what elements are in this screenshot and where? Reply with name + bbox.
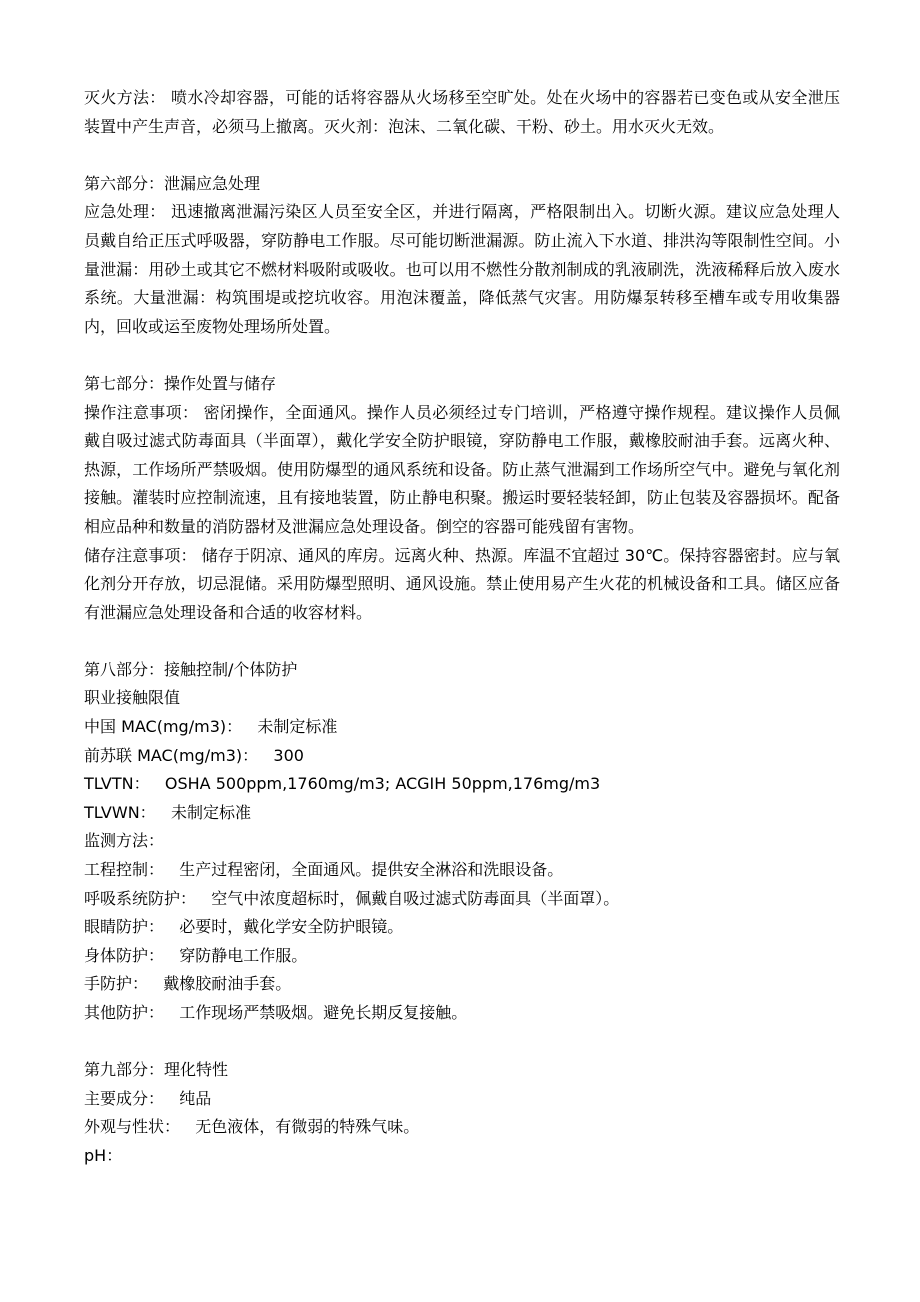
field-label: 职业接触限值 [84,688,181,708]
document-page [84,84,840,1171]
field-label: 身体防护： [84,945,165,965]
operation-precautions-paragraph: 操作注意事项： 密闭操作，全面通风。操作人员必须经过专门培训，严格遵守操作规程。建议操作人员佩戴自吸过滤式防毒面具（半面罩），戴化学安全防护眼镜，穿防静电工作服，戴橡胶耐油手套。远离火种、热源，工作场所严禁吸烟。使用防爆型的通风系统和设备。防止蒸气泄漏到工作场所空气中。避免与氧化剂接触。灌装时应控制流速，且有接地装置，防止静电积聚。搬运时要轻装轻卸，防止包装及容器损坏。配备相应品种和数量的消防器材及泄漏应急处理设备。倒空的容器可能残留有害物。 [84,402,840,536]
field-label: 其他防护： [84,1003,165,1022]
spacer [84,341,840,370]
spacer [84,1028,840,1057]
appearance-row [84,1113,840,1142]
respiratory-protection-row [84,885,840,914]
section-7-heading: 第七部分：操作处置与储存 [84,373,277,393]
section-8-heading: 第八部分：接触控制/个体防护 [84,659,298,679]
field-label: 工程控制： [84,860,165,880]
exposure-limits-row [84,684,840,713]
section-6-heading: 第六部分：泄漏应急处理 [84,173,261,193]
field-label: 眼睛防护： [84,917,165,937]
tlvtn-row [84,770,840,799]
body-protection-row [84,942,840,971]
field-value: 生产过程密闭，全面通风。提供安全淋浴和洗眼设备。 [179,860,564,880]
ussr-mac-row [84,742,840,771]
engineering-control-row [84,856,840,885]
field-label: 外观与性状： [84,1117,181,1137]
field-label: 主要成分： [84,1088,165,1108]
field-value: 未制定标准 [170,802,251,822]
emergency-treatment-paragraph: 应急处理： 迅速撤离泄漏污染区人员至安全区，并进行隔离，严格限制出入。切断火源。建议应急处理人员戴自给正压式呼吸器，穿防静电工作服。尽可能切断泄漏源。防止流入下水道、排洪沟等限制性空间。小量泄漏：用砂土或其它不燃材料吸附或吸收。也可以用不燃性分散剂制成的乳液刷洗，洗液稀释后放入废水系统。大量泄漏：构筑围堤或挖坑收容。用泡沫覆盖，降低蒸气灾害。用防爆泵转移至槽车或专用收集器内，回收或运至废物处理场所处置。 [84,202,840,336]
spacer [84,141,840,170]
field-value: OSHA 500ppm,1760mg/m3; ACGIH 50ppm,176mg/m3 [164,774,601,794]
field-label: 监测方法： [84,831,165,851]
field-label: 手防护： [84,974,149,994]
field-value: 300 [273,745,304,765]
field-label: TLVTN： [84,774,150,794]
section-9-heading: 第九部分：理化特性 [84,1060,229,1080]
field-value: 戴橡胶耐油手套。 [163,974,292,994]
field-label: 中国 MAC(mg/m3)： [84,717,243,737]
field-label: 前苏联 MAC(mg/m3)： [84,745,259,765]
field-value: 穿防静电工作服。 [179,945,308,965]
field-value: 纯品 [179,1088,212,1108]
tlvwn-row [84,799,840,828]
field-value: 空气中浓度超标时，佩戴自吸过滤式防毒面具（半面罩）。 [211,888,620,908]
field-label: pH： [84,1145,123,1165]
hand-protection-row [84,970,840,999]
monitoring-method-row [84,827,840,856]
eye-protection-row [84,913,840,942]
field-value: 工作现场严禁吸烟。避免长期反复接触。 [179,1003,468,1022]
main-components-row [84,1085,840,1114]
ph-row [84,1142,840,1171]
field-value: 未制定标准 [257,717,338,737]
storage-precautions-paragraph: 储存注意事项： 储存于阴凉、通风的库房。远离火种、热源。库温不宜超过 30℃。保持容器密封。应与氧化剂分开存放，切忌混储。采用防爆型照明、通风设施。禁止使用易产生火花的机械设备和工具。储区应备有泄漏应急处理设备和合适的收容材料。 [84,545,840,622]
field-value: 无色液体，有微弱的特殊气味。 [195,1117,420,1137]
spacer [84,627,840,656]
china-mac-row [84,713,840,742]
field-value: 必要时，戴化学安全防护眼镜。 [179,917,404,937]
fire-fighting-paragraph: 灭火方法： 喷水冷却容器，可能的话将容器从火场移至空旷处。处在火场中的容器若已变色或从安全泄压装置中产生声音，必须马上撤离。灭火剂：泡沫、二氧化碳、干粉、砂土。用水灭火无效。 [84,88,840,136]
other-protection-row [84,999,840,1028]
field-label: TLVWN： [84,802,156,822]
field-label: 呼吸系统防护： [84,888,197,908]
